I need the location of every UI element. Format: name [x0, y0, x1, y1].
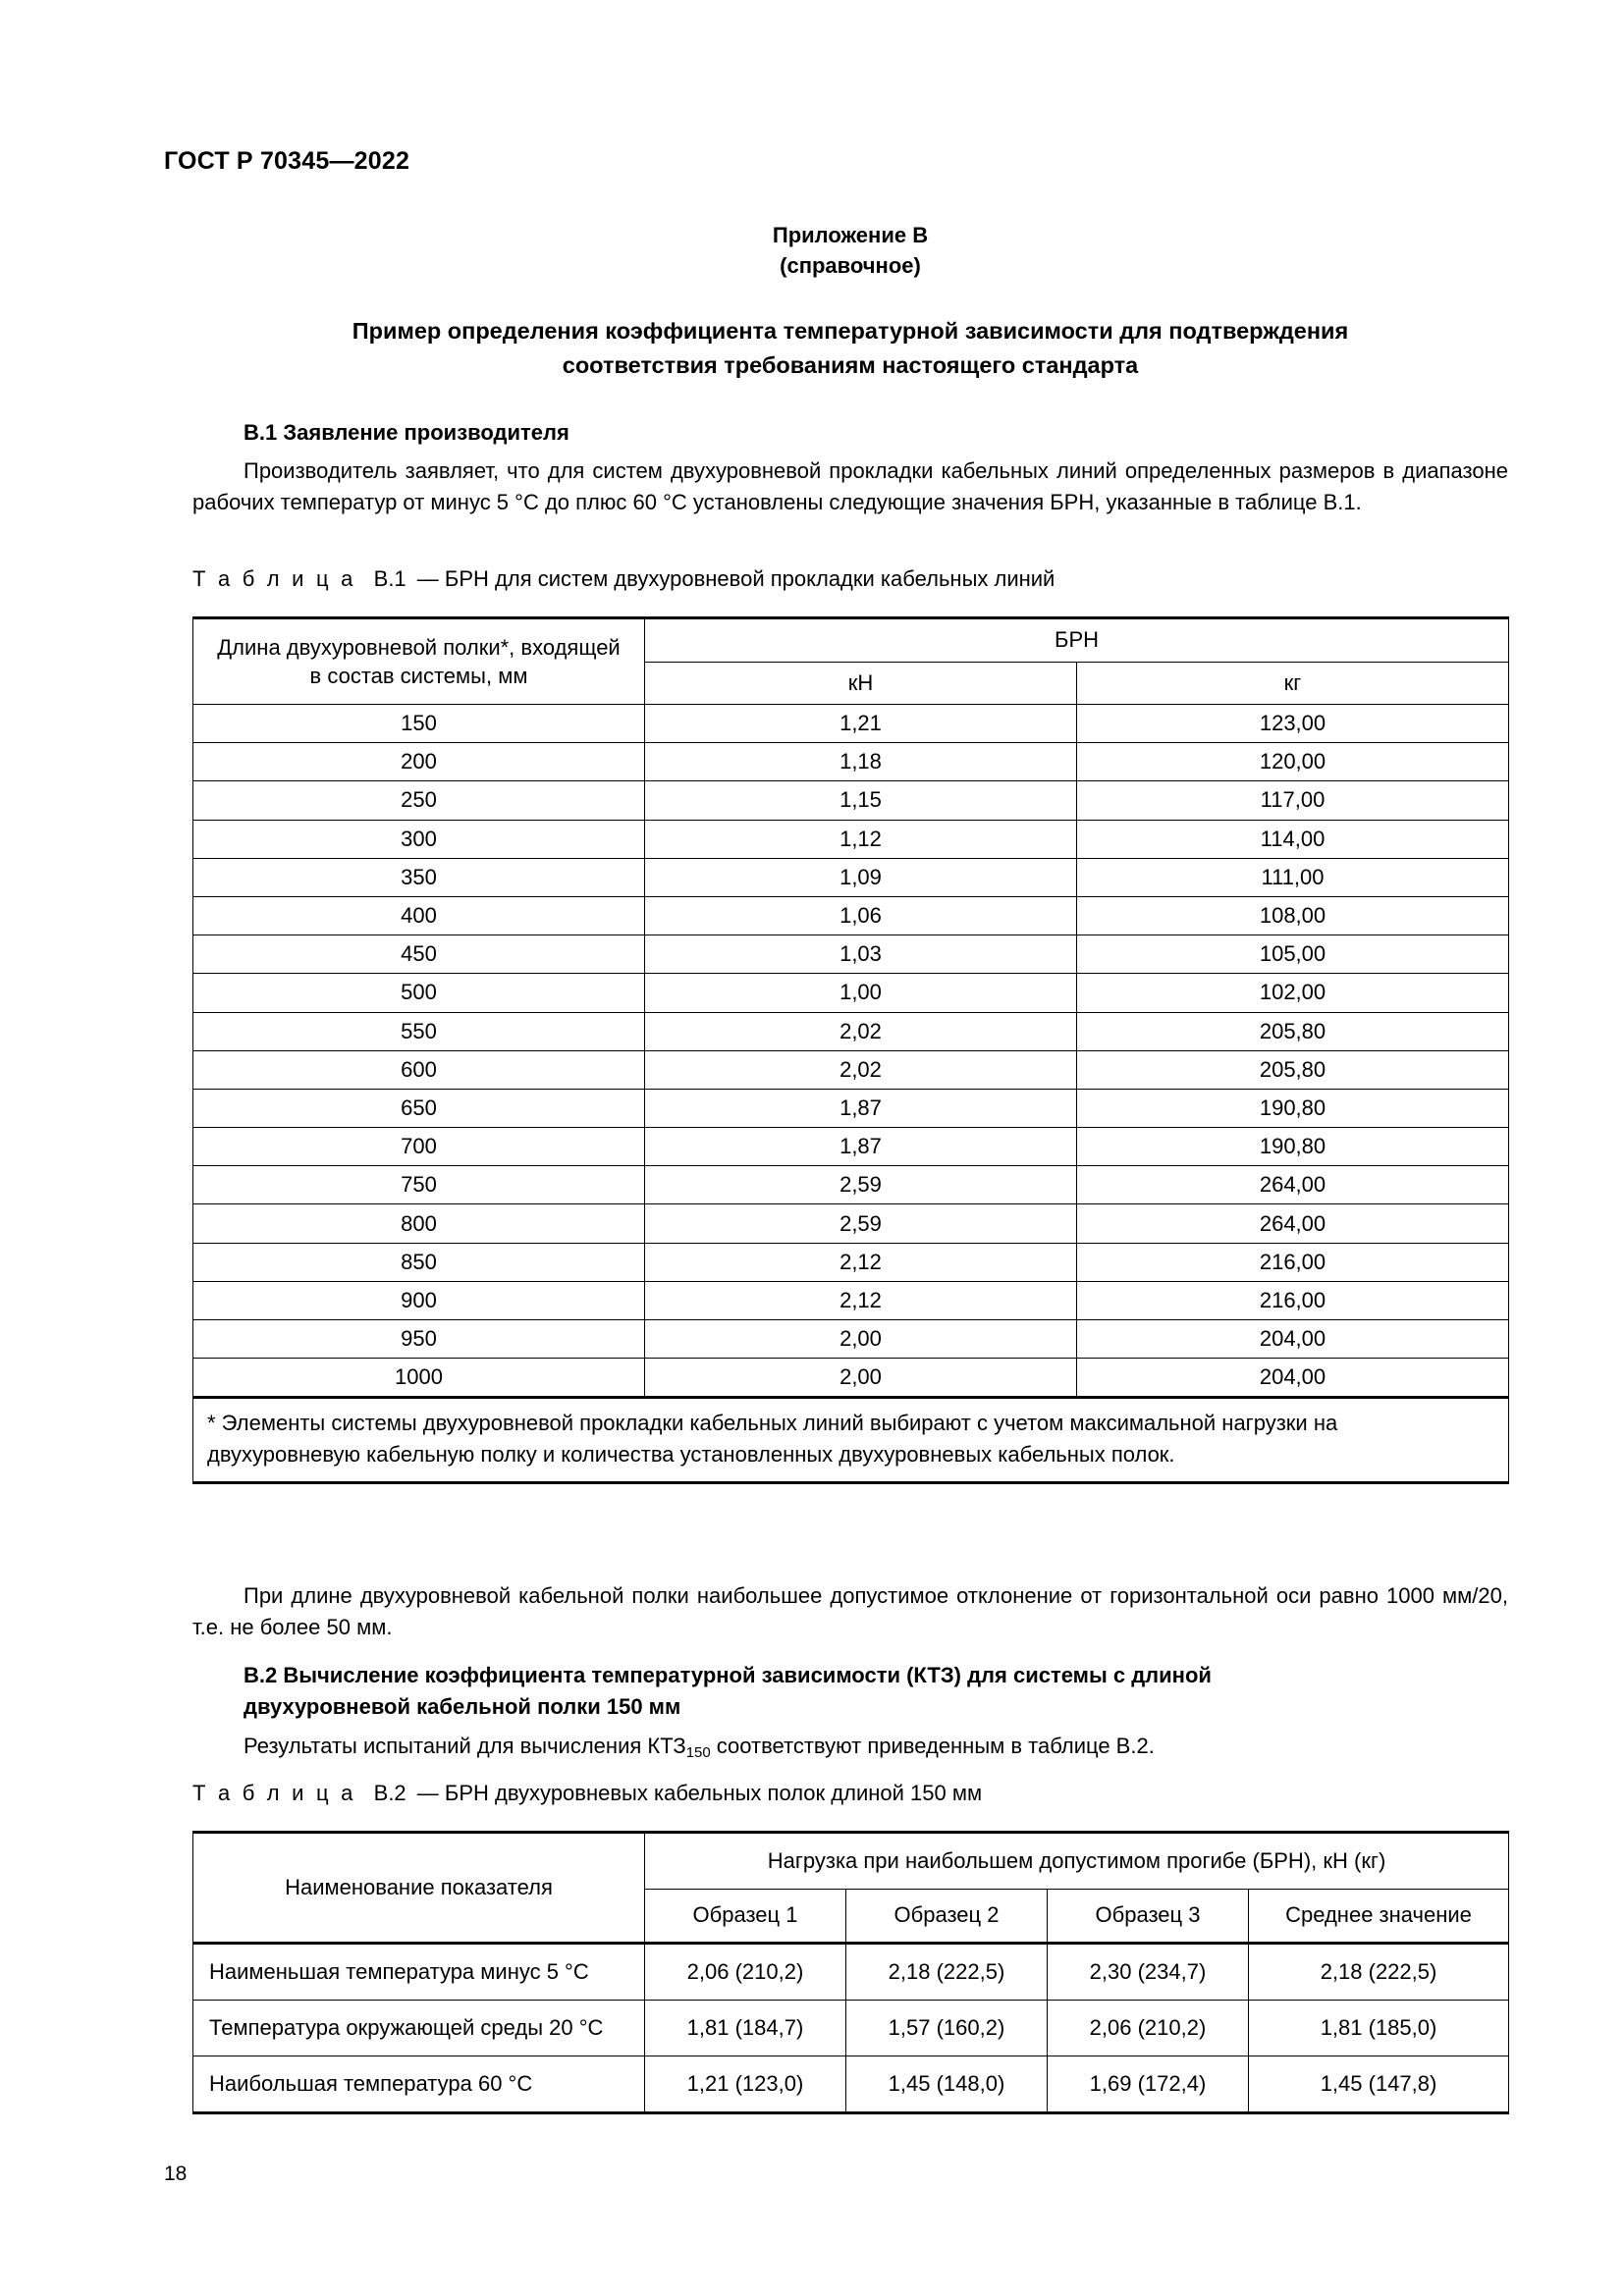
- annex-kind: (справочное): [780, 253, 921, 279]
- table-b2-caption: [192, 1779, 982, 1809]
- table-b2: [192, 1831, 1509, 2114]
- cell-kg: 102,00: [1077, 974, 1509, 1012]
- cell-sample-3: 1,69 (172,4): [1048, 2056, 1249, 2113]
- cell-kg: 264,00: [1077, 1204, 1509, 1243]
- section-b2-heading-line-1: В.2 Вычисление коэффициента температурной зависимости (КТЗ) для системы с длиной: [244, 1663, 1212, 1687]
- table-row: [193, 896, 1509, 934]
- cell-sample-1: 2,06 (210,2): [645, 1944, 846, 2001]
- section-b1-paragraph-text: Производитель заявляет, что для систем двухуровневой прокладки кабельных линий определенных размеров в диапазоне рабочих температур от минус 5 °С до плюс 60 °С установлены следующие значения БРН, указанные в таблице В.1.: [192, 458, 1508, 515]
- cell-average: 1,45 (147,8): [1249, 2056, 1509, 2113]
- cell-length: 500: [193, 974, 645, 1012]
- cell-kn: 1,06: [645, 896, 1077, 934]
- cell-average: 2,18 (222,5): [1249, 1944, 1509, 2001]
- table-row: [193, 1359, 1509, 1398]
- cell-sample-3: 2,06 (210,2): [1048, 2001, 1249, 2056]
- cell-kn: 2,00: [645, 1359, 1077, 1398]
- table-b1-header-row-1: [193, 618, 1509, 663]
- table-b1-header-kn: кН: [645, 662, 1077, 704]
- cell-sample-2: 1,45 (148,0): [846, 2056, 1048, 2113]
- cell-indicator-name: Температура окружающей среды 20 °С: [193, 2001, 645, 2056]
- table-b2-caption-number: В.2: [373, 1781, 406, 1805]
- section-b2-heading: [244, 1660, 1508, 1723]
- cell-sample-2: 2,18 (222,5): [846, 1944, 1048, 2001]
- cell-length: 450: [193, 935, 645, 974]
- cell-kn: 1,00: [645, 974, 1077, 1012]
- cell-sample-3: 2,30 (234,7): [1048, 1944, 1249, 2001]
- cell-kg: 123,00: [1077, 705, 1509, 743]
- document-standard-header: ГОСТ Р 70345—2022: [164, 147, 410, 175]
- cell-length: 600: [193, 1050, 645, 1089]
- cell-length: 250: [193, 781, 645, 820]
- cell-length: 850: [193, 1243, 645, 1281]
- table-row: [193, 705, 1509, 743]
- table-b1-header-length: Длина двухуровневой полки*, входящей в состав системы, мм: [193, 618, 645, 705]
- cell-kn: 2,12: [645, 1281, 1077, 1319]
- table-row: [193, 1204, 1509, 1243]
- cell-kg: 190,80: [1077, 1089, 1509, 1127]
- table-row: [193, 1281, 1509, 1319]
- section-b2-paragraph: [192, 1731, 1508, 1764]
- table-b1: [192, 616, 1509, 1484]
- table-b1-caption-number: В.1: [373, 566, 406, 591]
- table-b2-header-name: Наименование показателя: [193, 1833, 645, 1944]
- section-b2-paragraph-suffix: соответствуют приведенным в таблице В.2.: [710, 1734, 1155, 1758]
- table-row: [193, 781, 1509, 820]
- table-b1-body: [193, 705, 1509, 1483]
- cell-length: 550: [193, 1012, 645, 1050]
- table-row: [193, 2001, 1509, 2056]
- table-b2-header-average: Среднее значение: [1249, 1889, 1509, 1943]
- cell-kn: 1,87: [645, 1089, 1077, 1127]
- cell-indicator-name: Наименьшая температура минус 5 °С: [193, 1944, 645, 2001]
- cell-length: 200: [193, 743, 645, 781]
- table-b2-caption-text: — БРН двухуровневых кабельных полок длиной 150 мм: [416, 1781, 983, 1805]
- table-row: [193, 1243, 1509, 1281]
- cell-length: 650: [193, 1089, 645, 1127]
- table-row: [193, 743, 1509, 781]
- cell-length: 300: [193, 820, 645, 858]
- cell-length: 400: [193, 896, 645, 934]
- table-b1-header-group: БРН: [645, 618, 1509, 663]
- cell-kn: 1,21: [645, 705, 1077, 743]
- cell-kg: 190,80: [1077, 1128, 1509, 1166]
- table-b2-header-sample-2: Образец 2: [846, 1889, 1048, 1943]
- after-table-b1-paragraph: [192, 1580, 1508, 1644]
- cell-kn: 2,12: [645, 1243, 1077, 1281]
- table-row: [193, 1012, 1509, 1050]
- table-row: [193, 1050, 1509, 1089]
- cell-kn: 1,87: [645, 1128, 1077, 1166]
- table-b1-caption-label: Т а б л и ц а: [192, 566, 356, 591]
- cell-kn: 1,18: [645, 743, 1077, 781]
- section-b1-paragraph: [192, 455, 1508, 519]
- page-number: 18: [164, 2163, 188, 2185]
- cell-kn: 2,59: [645, 1166, 1077, 1204]
- cell-length: 350: [193, 858, 645, 896]
- cell-kn: 2,59: [645, 1204, 1077, 1243]
- annex-title-line-1: Пример определения коэффициента температурной зависимости для подтверждения: [352, 318, 1349, 344]
- table-row: [193, 1320, 1509, 1359]
- table-b1-head: [193, 618, 1509, 705]
- table-row: [193, 935, 1509, 974]
- table-b1-header-kg: кг: [1077, 662, 1509, 704]
- cell-sample-1: 1,21 (123,0): [645, 2056, 846, 2113]
- cell-average: 1,81 (185,0): [1249, 2001, 1509, 2056]
- table-b2-header-row-1: [193, 1833, 1509, 1890]
- cell-kn: 1,03: [645, 935, 1077, 974]
- section-b2-paragraph-prefix: Результаты испытаний для вычисления КТЗ: [244, 1734, 686, 1758]
- cell-kg: 105,00: [1077, 935, 1509, 974]
- cell-indicator-name: Наибольшая температура 60 °С: [193, 2056, 645, 2113]
- table-row: [193, 1128, 1509, 1166]
- cell-kn: 1,12: [645, 820, 1077, 858]
- table-row: [193, 1944, 1509, 2001]
- annex-title: [192, 314, 1508, 383]
- table-row: [193, 2056, 1509, 2113]
- table-b2-caption-label: Т а б л и ц а: [192, 1781, 356, 1805]
- cell-length: 150: [193, 705, 645, 743]
- table-row: [193, 1089, 1509, 1127]
- table-b2-head: [193, 1833, 1509, 1944]
- annex-label-block: [192, 220, 1508, 281]
- section-b1-heading: В.1 Заявление производителя: [244, 420, 569, 445]
- annex-label: Приложение В: [772, 223, 929, 247]
- table-row: [193, 974, 1509, 1012]
- cell-kn: 1,09: [645, 858, 1077, 896]
- cell-kg: 204,00: [1077, 1359, 1509, 1398]
- table-b1-footnote-row: [193, 1398, 1509, 1482]
- table-b2-body: [193, 1944, 1509, 2113]
- table-row: [193, 820, 1509, 858]
- table-b2-header-sample-1: Образец 1: [645, 1889, 846, 1943]
- section-b2-heading-line-2: двухуровневой кабельной полки 150 мм: [244, 1693, 681, 1719]
- cell-kg: 117,00: [1077, 781, 1509, 820]
- cell-kg: 205,80: [1077, 1050, 1509, 1089]
- cell-kg: 108,00: [1077, 896, 1509, 934]
- cell-sample-1: 1,81 (184,7): [645, 2001, 846, 2056]
- cell-kg: 111,00: [1077, 858, 1509, 896]
- cell-kg: 114,00: [1077, 820, 1509, 858]
- table-b1-footnote: * Элементы системы двухуровневой прокладки кабельных линий выбирают с учетом максимальной нагрузки на двухуровневую кабельную полку и количества установленных двухуровневых кабельных полок.: [193, 1398, 1509, 1482]
- cell-sample-2: 1,57 (160,2): [846, 2001, 1048, 2056]
- cell-length: 900: [193, 1281, 645, 1319]
- table-row: [193, 1166, 1509, 1204]
- cell-kg: 216,00: [1077, 1243, 1509, 1281]
- table-b2-header-sample-3: Образец 3: [1048, 1889, 1249, 1943]
- table-b1-caption: [192, 564, 1055, 595]
- section-b2-paragraph-subscript: 150: [685, 1744, 711, 1762]
- cell-length: 950: [193, 1320, 645, 1359]
- cell-length: 700: [193, 1128, 645, 1166]
- annex-title-line-2: соответствия требованиям настоящего стандарта: [562, 351, 1139, 378]
- cell-kg: 216,00: [1077, 1281, 1509, 1319]
- cell-kg: 205,80: [1077, 1012, 1509, 1050]
- table-b2-header-group: Нагрузка при наибольшем допустимом прогибе (БРН), кН (кг): [645, 1833, 1509, 1890]
- cell-kn: 2,02: [645, 1050, 1077, 1089]
- cell-kn: 2,00: [645, 1320, 1077, 1359]
- table-b1-caption-text: — БРН для систем двухуровневой прокладки кабельных линий: [416, 566, 1056, 591]
- cell-kg: 264,00: [1077, 1166, 1509, 1204]
- cell-kn: 2,02: [645, 1012, 1077, 1050]
- after-table-b1-paragraph-text: При длине двухуровневой кабельной полки наибольшее допустимое отклонение от горизонтальной оси равно 1000 мм/20, т.е. не более 50 мм.: [192, 1583, 1508, 1640]
- table-row: [193, 858, 1509, 896]
- cell-length: 1000: [193, 1359, 645, 1398]
- cell-kg: 204,00: [1077, 1320, 1509, 1359]
- cell-kg: 120,00: [1077, 743, 1509, 781]
- cell-kn: 1,15: [645, 781, 1077, 820]
- cell-length: 800: [193, 1204, 645, 1243]
- cell-length: 750: [193, 1166, 645, 1204]
